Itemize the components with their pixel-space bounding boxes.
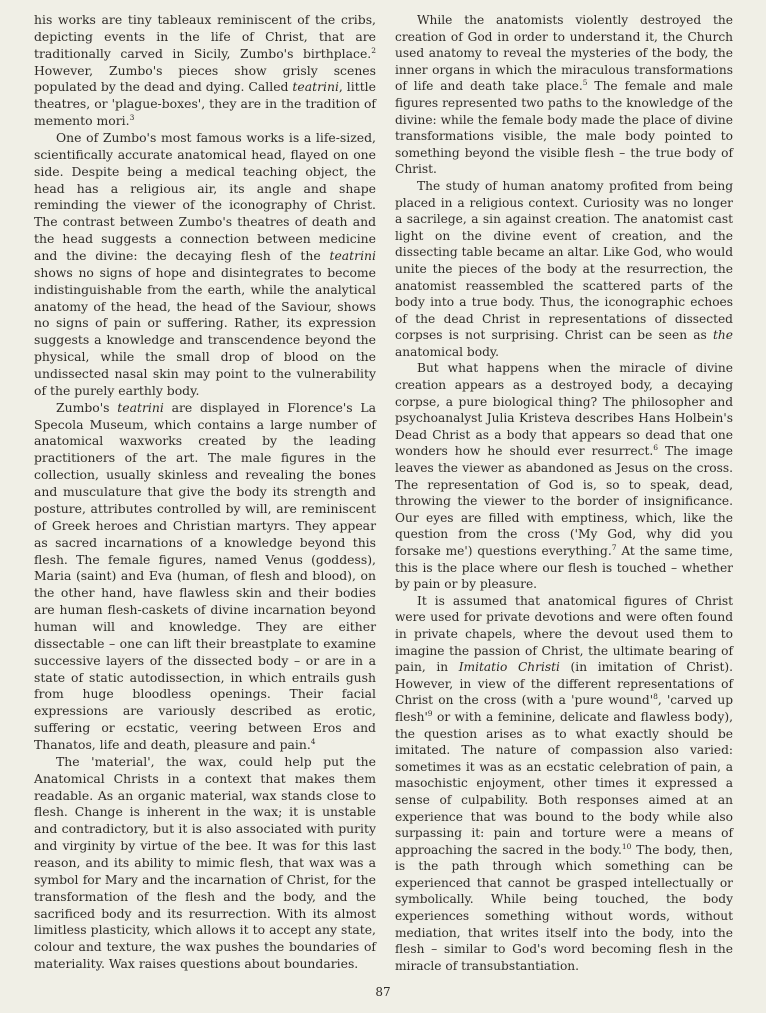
footnote-ref: 2 bbox=[371, 45, 376, 55]
footnote-ref: 10 bbox=[621, 841, 632, 851]
paragraph: The 'material', the wax, could help put the Anatomical Christs in a context that makes them readable. As an organic material, wax stands close to flesh. Change is inherent in the wax; it is unstable and contradictory, but it is also associated with purity and virginity by virtue of the bee. It was for this last reason, and its ability to mimic flesh, that wax was a symbol for Mary and the incarnation of Christ, for the transformation of the flesh and the body, and the sacrificed body and its resurrection. With its almost limitless plasticity, which allows it to accept any state, colour and texture, the wax pushes the boundaries of materiality. Wax raises questions about boundaries. bbox=[34, 753, 376, 972]
paragraph: While the anatomists violently destroyed the creation of God in order to understand it, the Church used anatomy to reveal the mysteries of the body, the inner organs in which the miraculous transformations of life and death take place.$^5$ The female and male figures represented two paths to the knowledge of the divine: while the female body made the place of divine transformations visible, the male body pointed to something beyond the visible flesh – the true body of Christ. bbox=[395, 13, 733, 177]
footnote-ref: 5 bbox=[582, 78, 588, 88]
footnote-ref: 8 bbox=[653, 692, 658, 702]
paragraph: Zumbo's teatrini are displayed in Florence's La Specola Museum, which contains a large number of anatomical waxworks created by the leading practitioners of the art. The male figures in the collection, usually skinless and revealing the bones and musculature that give the body its strength and posture, attributes controlled by will, are reminiscent of Greek heroes and Christian martyrs. They appear as sacred incarnations of a knowledge beyond this flesh. The female figures, named Venus (goddess), Maria (saint) and Eva (human, of flesh and blood), on the other hand, have flawless skin and their bodies are human flesh-caskets of divine incarnation beyond human will and knowledge. They are either dissectable – one can lift their breastplate to examine successive layers of the dissected body – or are in a state of static autodissection, in which entrails gush from huge bloodless openings. Their facial expressions are variously described as erotic, suffering or ecstatic, veering between Eros and Thanatos, life and death, pleasure and pain.$^4$ bbox=[34, 399, 376, 752]
footnote-ref: 4 bbox=[310, 736, 316, 746]
paragraph: It is assumed that anatomical figures of Christ were used for private devotions and were often found in private chapels, where the devout used them to imagine the passion of Christ, the ultimate bearing of pain, in Imitatio Christi (in imitation of Christ). However, in view of the different representations of Christ on the cross (with a 'pure wound'$^8$, 'carved up flesh'$^9$ or with a feminine, delicate and flawless body), the question arises as to what exactly should be imitated. The nature of compassion also varied: sometimes it was as an ecstatic celebration of pain, a masochistic enjoyment, other times it expressed a sense of culpability. Both responses aimed at an experience that was bound to the body while also surpassing it: pain and torture were a means of approaching the sacred in the body.$^{10}$ The body, then, is the path through which something can be experienced that cannot be grasped intellectually or symbolically. While being touched, the body experiences something without words, without mediation, that writes itself into the body, into the flesh – similar to God's word becoming flesh in the miracle of transubstantiation. bbox=[395, 593, 734, 973]
footnote-ref: 6 bbox=[653, 443, 659, 453]
page-number: 87 bbox=[375, 985, 391, 999]
left-column bbox=[34, 12, 376, 973]
paragraph: The study of human anatomy profited from being placed in a religious context. Curiosity was no longer a sacrilege, a sin against creation. The anatomist cast light on the divine event of creation, and the dissecting table became an altar. Like God, who would unite the pieces of the body at the resurrection, the anatomist reassembled the scattered parts of the body into a true body. Thus, the iconographic echoes of the dead Christ in representations of dissected corpses is not surprising. Christ can be seen as the anatomical body. bbox=[395, 178, 733, 359]
paragraph: his works are tiny tableaux reminiscent of the cribs, depicting events in the life of Christ, that are traditionally carved in Sicily, Zumbo's birthplace.$^2$ However, Zumbo's pieces show grisly scenes populated by the dead and dying. Called teatrini, little theatres, or 'plague-boxes', they are in the tradition of memento mori.$^3$ bbox=[34, 12, 376, 129]
footnote-ref: 9 bbox=[427, 708, 433, 718]
paragraph: But what happens when the miracle of divine creation appears as a destroyed body, a decaying corpse, a pure biological thing? The philosopher and psychoanalyst Julia Kristeva describes Hans Holbein's Dead Christ as a body that appears so dead that one wonders how he should ever resurrect.$^6$ The image leaves the viewer as abandoned as Jesus on the cross. The representation of God is, so to speak, dead, throwing the viewer to the border of insignificance. Our eyes are filled with emptiness, which, like the question from the cross ('My God, why did you forsake me') questions everything.$^7$ At the same time, this is the place where our flesh is touched – whether by pain or by pleasure. bbox=[395, 361, 733, 592]
footnote-ref: 7 bbox=[611, 542, 617, 552]
footnote-ref: 3 bbox=[129, 113, 135, 123]
right-column bbox=[395, 12, 733, 974]
paragraph: One of Zumbo's most famous works is a life-sized, scientifically accurate anatomical head, flayed on one side. Despite being a medical teaching object, the head has a religious air, its angle and shape reminding the viewer of the iconography of Christ. The contrast between Zumbo's theatres of death and the head suggests a connection between medicine and the divine: the decaying flesh of the teatrini shows no signs of hope and disintegrates to become indistinguishable from the earth, while the analytical anatomy of the head, the head of the Saviour, shows no signs of pain or suffering. Rather, its expression suggests a knowledge and transcendence beyond the physical, while the small drop of blood on the undissected nasal skin may point to the vulnerability of the purely earthly body. bbox=[34, 130, 376, 398]
